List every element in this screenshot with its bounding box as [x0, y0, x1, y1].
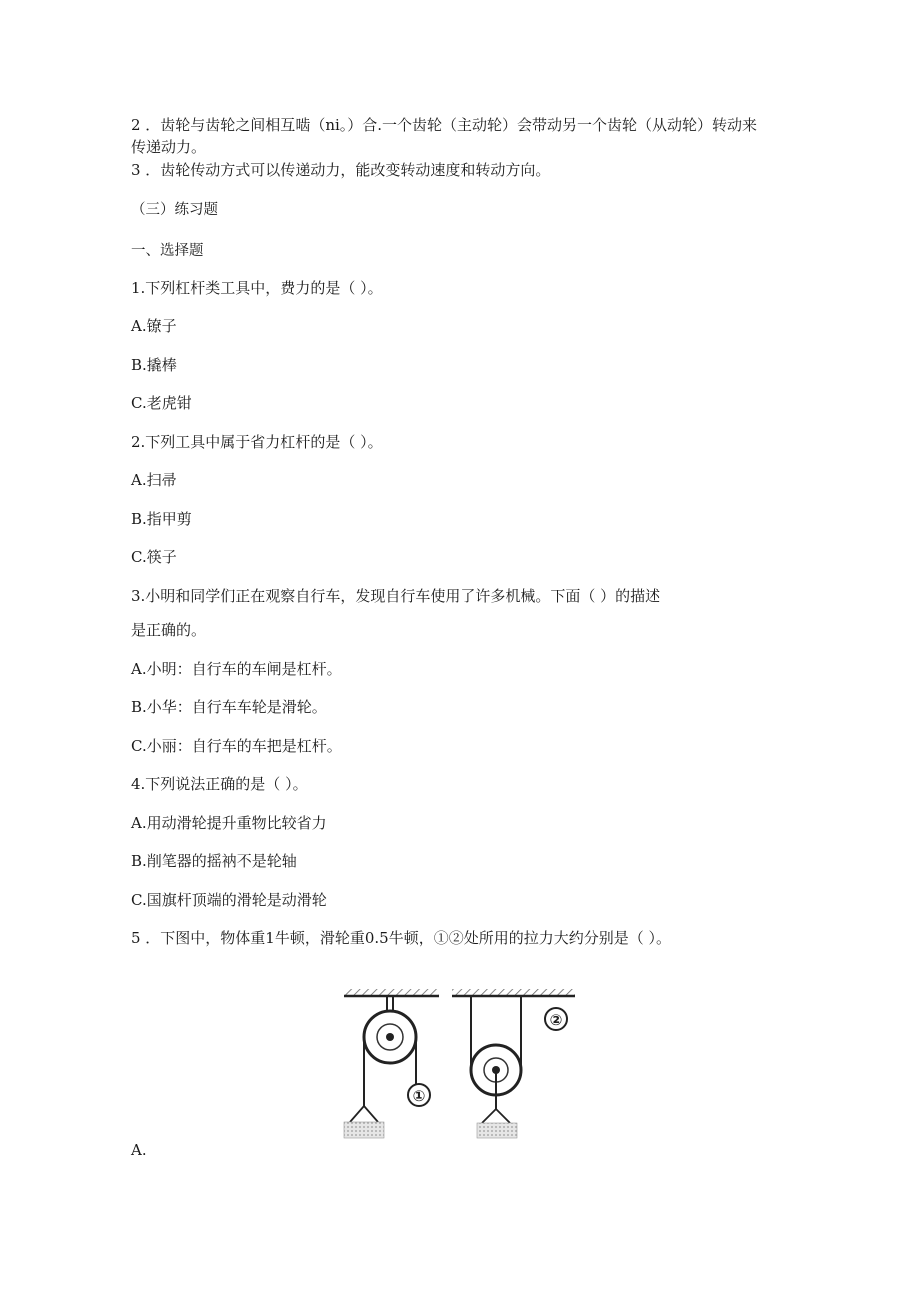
- label-2: ②: [549, 1011, 563, 1029]
- label-1: ①: [412, 1087, 426, 1105]
- question-3-cont: 是正确的。: [131, 621, 207, 639]
- movable-pulley-diagram: [452, 989, 575, 1138]
- question-2-option-c: C.筷子: [131, 548, 177, 566]
- question-2-option-a: A.扫帚: [131, 471, 177, 489]
- section-heading-exercises: （三）练习题: [131, 202, 218, 218]
- question-3: 3.小明和同学们正在观察自行车，发现自行车使用了许多机械。下面（ ）的描述: [131, 587, 661, 605]
- question-4: 4.下列说法正确的是（ ）。: [131, 775, 308, 793]
- text-line-gear-1: 2 ．齿轮与齿轮之间相互啮（ni。）合.一个齿轮（主动轮）会带动另一个齿轮（从动轮）转动来: [131, 116, 758, 134]
- question-3-option-c: C.小丽：自行车的车把是杠杆。: [131, 737, 342, 755]
- fixed-pulley-diagram: [344, 989, 439, 1138]
- weight-block-left: [344, 1122, 384, 1138]
- question-4-option-b: B.削笔器的摇衲不是轮轴: [131, 852, 297, 870]
- question-1: 1.下列杠杆类工具中，费力的是（ ）。: [131, 279, 383, 297]
- question-4-option-c: C.国旗杆顶端的滑轮是动滑轮: [131, 891, 327, 909]
- question-1-option-c: C.老虎钳: [131, 394, 192, 412]
- text-line-gear-1-cont: 传递动力。: [131, 138, 207, 156]
- question-2-option-b: B.指甲剪: [131, 510, 192, 528]
- question-2: 2.下列工具中属于省力杠杆的是（ ）。: [131, 433, 383, 451]
- section-heading-choice: 一、选择题: [131, 243, 204, 259]
- question-5: 5 ．下图中，物体重1牛顿，滑轮重0.5牛顿，①②处所用的拉力大约分别是（ ）。: [131, 929, 671, 947]
- question-3-option-a: A.小明：自行车的车闸是杠杆。: [131, 660, 342, 678]
- question-1-option-a: A.镣子: [131, 317, 177, 335]
- question-3-option-b: B.小华：自行车车轮是滑轮。: [131, 698, 327, 716]
- question-5-option-a: A.: [131, 1141, 147, 1159]
- text-line-gear-2: 3 ．齿轮传动方式可以传递动力，能改变转动速度和转动方向。: [131, 161, 551, 179]
- pulley-figure: [338, 985, 583, 1143]
- question-4-option-a: A.用动滑轮提升重物比较省力: [131, 814, 327, 832]
- weight-block-right: [477, 1123, 517, 1138]
- question-1-option-b: B.撬棒: [131, 356, 177, 374]
